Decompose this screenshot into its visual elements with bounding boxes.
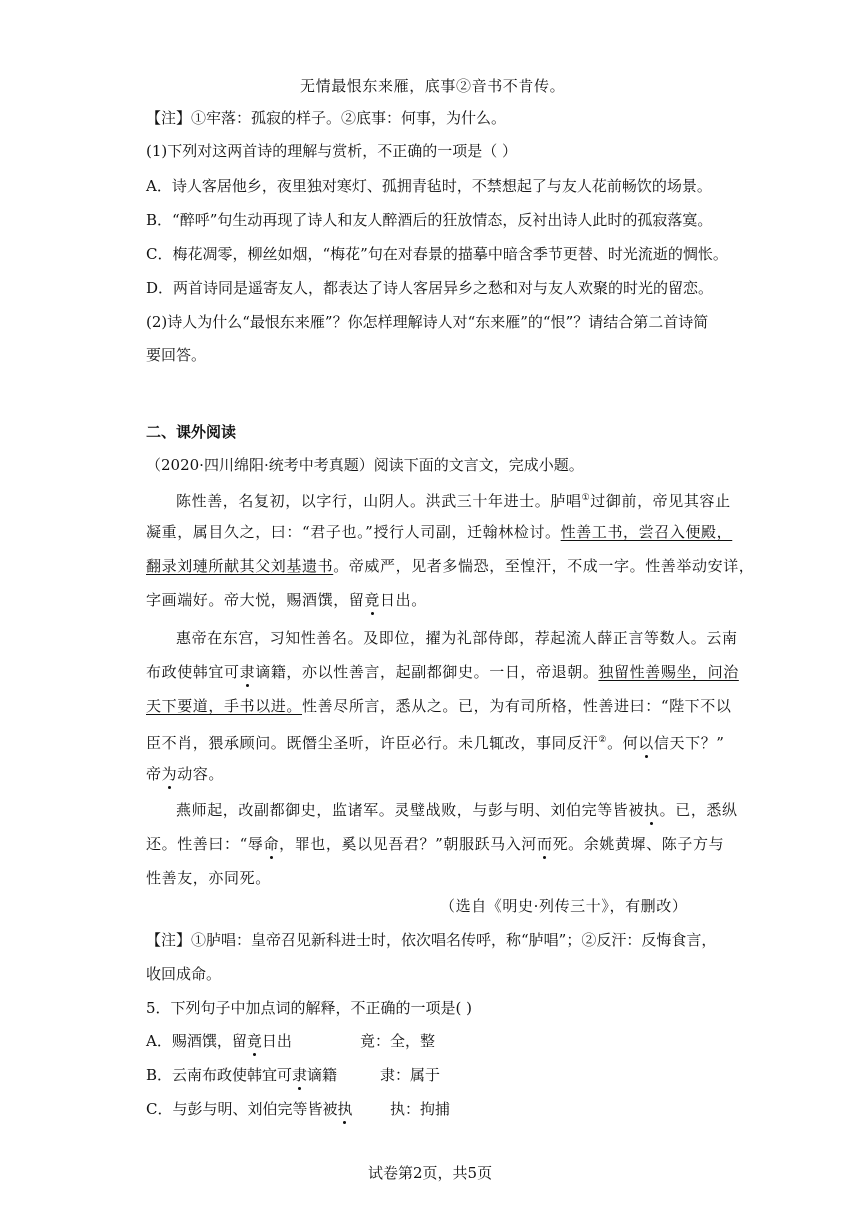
text: 陈性善，名复初，以字行，山阴人。洪武三十年进士。胪唱	[176, 492, 582, 510]
passage-note-line1: 【注】①胪唱：皇帝召见新科进士时，依次唱名传呼，称“胪唱”；②反汗：反悔食言，	[146, 931, 717, 949]
text: 燕师起，改副都御史，监诸军。灵璧战败，与彭与明、刘伯完等皆被	[176, 801, 645, 819]
q5-option-b-gloss: 隶：属于	[380, 1066, 441, 1084]
q1-option-b: B．“醉呼”句生动再现了诗人和友人醉酒后的狂放情态，反衬出诗人此时的孤寂落寞。	[146, 211, 713, 229]
dotted-word: 命	[263, 835, 280, 853]
passage-p3-line3: 性善友，亦同死。	[146, 869, 271, 887]
q1-option-a: A．诗人客居他乡，夜里独对寒灯、孤拥青毡时，不禁想起了与友人花前畅饮的场景。	[146, 177, 712, 195]
passage-p2-line5	[146, 764, 224, 784]
text: 谪籍	[307, 1066, 338, 1084]
text: 还。性善曰：“辱	[146, 835, 264, 853]
text: C．与彭与明、刘伯完等皆被	[146, 1100, 338, 1118]
footnote-mark: ②	[598, 735, 608, 745]
passage-p2-line2	[146, 662, 739, 682]
q5-option-a	[146, 1031, 292, 1051]
dotted-word: 隶	[292, 1066, 308, 1084]
text: 日出	[261, 1032, 292, 1050]
text: 。已，悉纵	[659, 801, 738, 819]
dotted-word: 竟	[246, 1032, 262, 1050]
footnote-mark: ①	[581, 493, 591, 503]
underlined-sentence: 天下要道，手书以进。	[146, 697, 303, 715]
text: 字画端好。帝大悦，赐酒馔，留	[146, 591, 365, 609]
question-2-line2: 要回答。	[146, 346, 207, 364]
passage-p3-line1	[176, 800, 738, 820]
dotted-word: 竟	[364, 591, 381, 609]
passage-p2-line1: 惠帝在东宫，习知性善名。及即位，擢为礼部侍郎，荐起流人薛正言等数人。云南	[176, 629, 738, 647]
question-2-line1: (2)诗人为什么“最恨东来雁”？你怎样理解诗人对“东来雁”的“恨”？请结合第二首诗简	[146, 313, 709, 331]
passage-p3-line2	[146, 834, 724, 854]
text: B．云南布政使韩宜可	[146, 1066, 293, 1084]
passage-p2-line4	[146, 730, 725, 753]
dotted-word: 以	[638, 734, 654, 752]
underlined-sentence: 独留性善赐坐，问治	[598, 663, 739, 681]
dotted-word: 执	[644, 801, 660, 819]
text: 谪籍，亦以性善言，起副都御史。一日，帝退朝。	[255, 663, 599, 681]
question-5: 5．下列句子中加点词的解释，不正确的一项是( )	[146, 999, 473, 1017]
text: 日出。	[380, 591, 427, 609]
passage-p1-line3	[146, 556, 754, 576]
text: 臣不肖，猥承顾问。既僭尘圣听，许臣必行。未几辄改，事同反汗	[146, 734, 599, 752]
q5-option-c-gloss: 执：拘捕	[390, 1100, 451, 1118]
q5-option-a-gloss: 竟：全，整	[360, 1032, 436, 1050]
passage-p1-line2	[146, 522, 732, 542]
underlined-sentence: 翻录刘璉所献其父刘基遗书	[146, 557, 334, 575]
passage-p2-line3	[146, 696, 732, 716]
question-1: (1)下列对这两首诗的理解与赏析，不正确的一项是（ ）	[146, 142, 518, 160]
q1-option-c: C．梅花凋零，柳丝如烟，“梅花”句在对春景的描摹中暗含季节更替、时光流逝的惆怅。	[146, 245, 728, 263]
q5-option-c	[146, 1099, 353, 1119]
text: 布政使韩宜可	[146, 663, 240, 681]
page-footer: 试卷第2页，共5页	[368, 1164, 493, 1182]
text: 凝重，属目久之，曰：“君子也。”授行人司副，迁翰林检讨。	[146, 523, 561, 541]
text: 过御前，帝见其容止	[590, 492, 731, 510]
dotted-word: 隶	[239, 663, 256, 681]
dotted-word: 为	[161, 765, 178, 783]
passage-note-line2: 收回成命。	[146, 965, 222, 983]
dotted-word: 执	[337, 1100, 353, 1118]
text: A．赐酒馔，留	[146, 1032, 247, 1050]
dotted-word: 而	[536, 835, 553, 853]
poem-note: 【注】①牢落：孤寂的样子。②底事：何事，为什么。	[146, 109, 507, 127]
text: 性善尽所言，悉从之。已，为有司所格，性善进曰：“陛下不以	[302, 697, 732, 715]
underlined-sentence: 性善工书，尝召入便殿，	[560, 523, 733, 541]
text: 信天下？”	[653, 734, 725, 752]
text: ，罪也，奚以见吾君？”朝服跃马入河	[279, 835, 537, 853]
citation: （选自《明史·列传三十》，有删改）	[440, 897, 688, 915]
poem-line: 无情最恨东来雁，底事②音书不肯传。	[300, 77, 566, 95]
section-title: 二、课外阅读	[146, 423, 237, 441]
text: 帝	[146, 765, 162, 783]
passage-p1-line4	[146, 590, 427, 610]
passage-p1-line1	[176, 488, 731, 511]
text: 。帝威严，见者多惴恐，至惶汗，不成一字。性善举动安详，	[333, 557, 755, 575]
q5-option-b	[146, 1065, 337, 1085]
text: 动容。	[177, 765, 225, 783]
source-intro: （2020·四川绵阳·统考中考真题）阅读下面的文言文，完成小题。	[146, 456, 584, 474]
q1-option-d: D．两首诗同是遥寄友人，都表达了诗人客居异乡之愁和对与友人欢聚的时光的留恋。	[146, 279, 714, 297]
text: 。何	[607, 734, 639, 752]
text: 死。余姚黄墀、陈子方与	[552, 835, 725, 853]
